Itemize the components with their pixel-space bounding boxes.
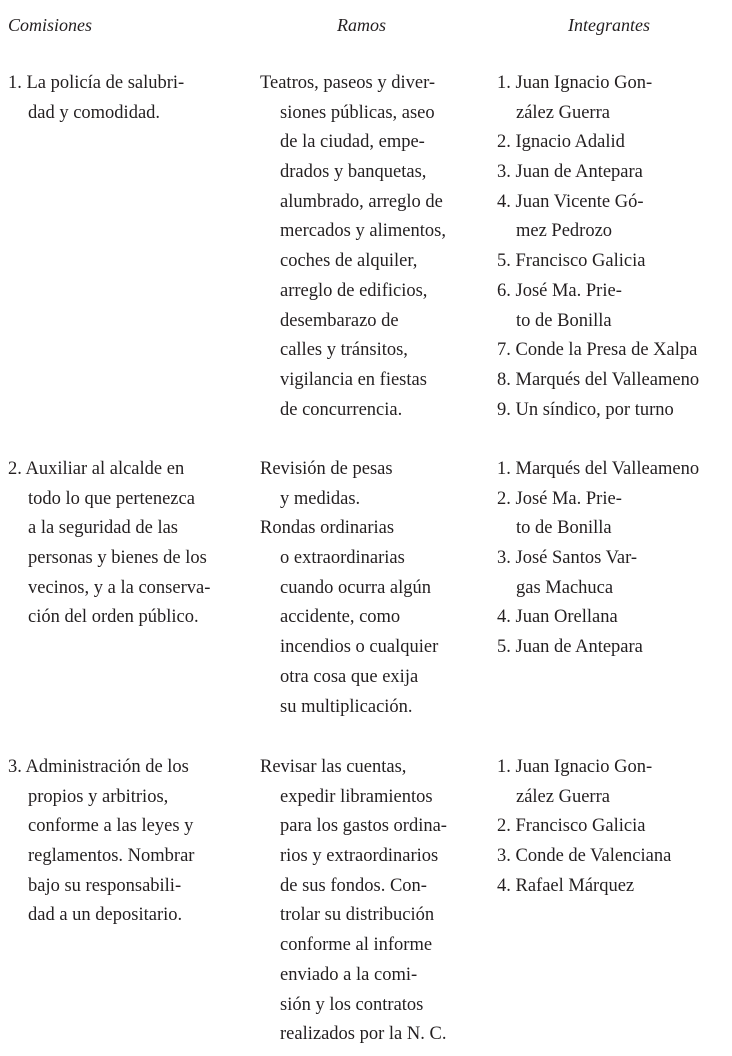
text-line: ción del orden público. bbox=[28, 607, 199, 628]
text-line: de concurrencia. bbox=[280, 399, 403, 420]
member-item: 4. Juan Orellana bbox=[497, 607, 618, 628]
member-item: 2. Francisco Galicia bbox=[497, 816, 646, 837]
integrantes-cell bbox=[497, 69, 732, 425]
text-line: su multiplicación. bbox=[280, 696, 413, 717]
text-line: o extraordinarias bbox=[280, 548, 405, 569]
ramos-cell bbox=[260, 455, 490, 722]
member-item: 1. Marqués del Valleameno bbox=[497, 459, 700, 479]
member-item-continuation: gas Machuca bbox=[516, 577, 614, 598]
member-item: 7. Conde la Presa de Xalpa bbox=[497, 340, 698, 361]
text-line: accidente, como bbox=[280, 607, 401, 628]
text-line: incendios o cualquier bbox=[280, 637, 439, 658]
member-item: 4. Rafael Márquez bbox=[497, 875, 635, 896]
member-item-continuation: to de Bonilla bbox=[516, 310, 612, 331]
text-line: otra cosa que exija bbox=[280, 666, 419, 687]
member-item-continuation: zález Guerra bbox=[516, 786, 610, 807]
integrantes-cell bbox=[497, 753, 732, 901]
member-item: 1. Juan Ignacio Gon- bbox=[497, 73, 653, 93]
comision-cell bbox=[8, 455, 248, 633]
text-line: calles y tránsitos, bbox=[280, 340, 408, 361]
ramos-cell bbox=[260, 69, 490, 425]
text-line: Revisión de pesas bbox=[260, 459, 393, 479]
text-line: arreglo de edificios, bbox=[280, 280, 428, 301]
member-item: 3. Conde de Valenciana bbox=[497, 846, 672, 867]
member-item: 4. Juan Vicente Gó- bbox=[497, 191, 644, 212]
text-line: dad y comodidad. bbox=[28, 102, 161, 123]
text-line: 1. La policía de salubri- bbox=[8, 73, 185, 93]
text-line: rios y extraordinarios bbox=[280, 846, 439, 867]
text-line: propios y arbitrios, bbox=[28, 786, 169, 807]
text-line: expedir libramientos bbox=[280, 786, 433, 807]
text-line: vigilancia en fiestas bbox=[280, 369, 427, 390]
comision-cell bbox=[8, 753, 248, 931]
text-line: personas y bienes de los bbox=[28, 548, 207, 569]
text-line: cuando ocurra algún bbox=[280, 577, 432, 598]
text-line: mercados y alimentos, bbox=[280, 221, 446, 242]
text-line: de la ciudad, empe- bbox=[280, 132, 425, 153]
text-line: enviado a la comi- bbox=[280, 964, 418, 985]
member-item-continuation: mez Pedrozo bbox=[516, 221, 613, 242]
text-line: realizados por la N. C. bbox=[280, 1024, 447, 1045]
text-line: desembarazo de bbox=[280, 310, 399, 331]
text-line: conforme a las leyes y bbox=[28, 816, 194, 837]
text-line: para los gastos ordina- bbox=[280, 816, 447, 837]
member-item-continuation: zález Guerra bbox=[516, 102, 610, 123]
member-item: 8. Marqués del Valleameno bbox=[497, 369, 700, 390]
text-line: coches de alquiler, bbox=[280, 251, 418, 272]
integrantes-cell bbox=[497, 455, 732, 663]
text-line: trolar su distribución bbox=[280, 905, 435, 926]
member-item: 6. José Ma. Prie- bbox=[497, 280, 622, 301]
text-line: dad a un depositario. bbox=[28, 905, 183, 926]
member-item: 3. Juan de Antepara bbox=[497, 162, 643, 183]
text-line: siones públicas, aseo bbox=[280, 102, 435, 123]
text-line: drados y banquetas, bbox=[280, 162, 427, 183]
text-line: sión y los contratos bbox=[280, 994, 424, 1015]
text-line: Teatros, paseos y diver- bbox=[260, 73, 436, 93]
text-line: bajo su responsabili- bbox=[28, 875, 182, 896]
member-item: 2. José Ma. Prie- bbox=[497, 488, 622, 509]
text-line: 2. Auxiliar al alcalde en bbox=[8, 459, 185, 479]
text-line: 3. Administración de los bbox=[8, 757, 189, 777]
header-integrantes: Integrantes bbox=[568, 15, 650, 35]
text-line: todo lo que pertenezca bbox=[28, 488, 195, 509]
header-comisiones: Comisiones bbox=[8, 15, 93, 35]
text-line: conforme al informe bbox=[280, 935, 433, 956]
member-item: 9. Un síndico, por turno bbox=[497, 399, 674, 420]
text-line: alumbrado, arreglo de bbox=[280, 191, 443, 212]
header-ramos: Ramos bbox=[337, 15, 386, 35]
text-line: Rondas ordinarias bbox=[260, 518, 395, 539]
member-item: 5. Francisco Galicia bbox=[497, 251, 646, 272]
member-item-continuation: to de Bonilla bbox=[516, 518, 612, 539]
text-line: a la seguridad de las bbox=[28, 518, 178, 539]
comision-cell bbox=[8, 69, 248, 128]
member-item: 3. José Santos Var- bbox=[497, 548, 638, 569]
text-line: de sus fondos. Con- bbox=[280, 875, 427, 896]
text-line: y medidas. bbox=[280, 488, 361, 509]
member-item: 2. Ignacio Adalid bbox=[497, 132, 625, 153]
text-line: reglamentos. Nombrar bbox=[28, 846, 195, 867]
ramos-cell bbox=[260, 753, 490, 1050]
member-item: 5. Juan de Antepara bbox=[497, 637, 643, 658]
text-line: Revisar las cuentas, bbox=[260, 757, 407, 777]
member-item: 1. Juan Ignacio Gon- bbox=[497, 757, 653, 777]
text-line: vecinos, y a la conserva- bbox=[28, 577, 211, 598]
